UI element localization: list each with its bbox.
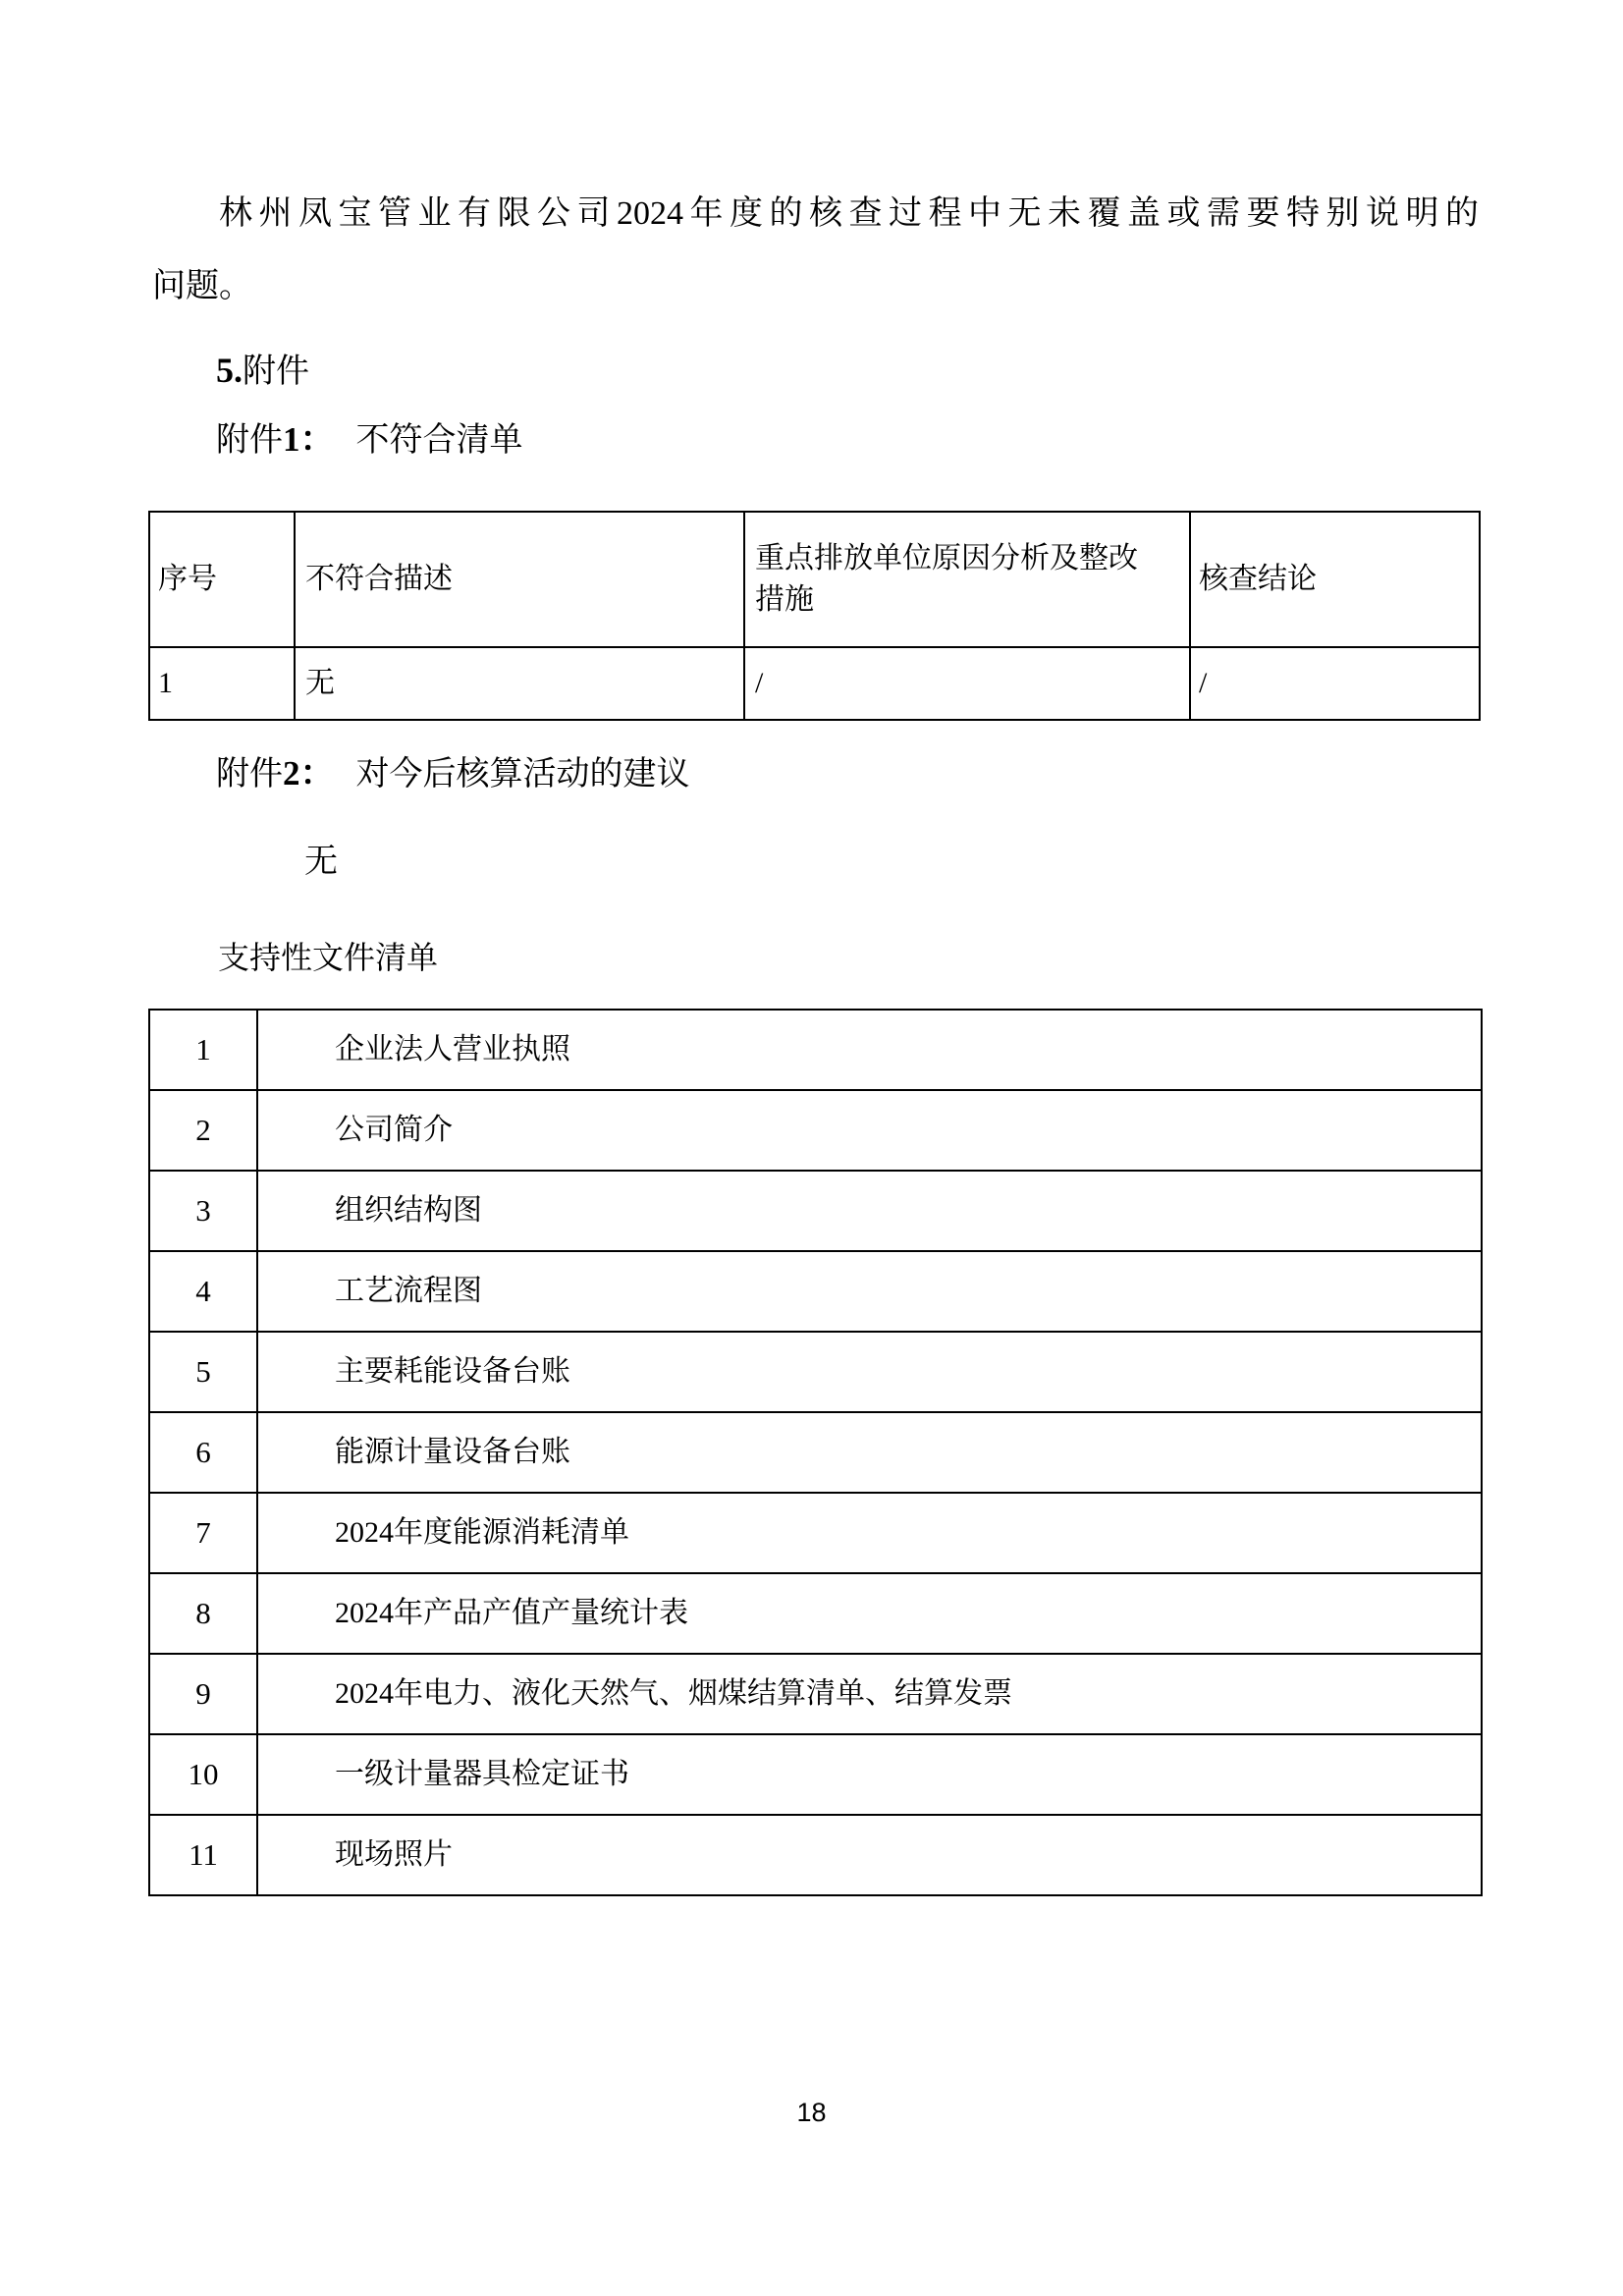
support-list-row — [149, 1654, 1482, 1734]
attachment-1-number: 1： — [283, 420, 335, 459]
cell-description: 无 — [295, 647, 744, 720]
support-list-row — [149, 1171, 1482, 1251]
support-list-row — [149, 1815, 1482, 1895]
attachment-2-heading — [216, 752, 690, 796]
support-row-number: 9 — [149, 1654, 257, 1734]
attachment-2-number: 2： — [283, 754, 335, 793]
support-row-number: 8 — [149, 1573, 257, 1654]
support-row-name: 工艺流程图 — [257, 1251, 1482, 1332]
attachment-2-title: 对今后核算活动的建议 — [355, 756, 690, 793]
attachment-1-heading — [216, 418, 523, 463]
support-row-name: 2024年产品产值产量统计表 — [257, 1573, 1482, 1654]
support-row-name: 企业法人营业执照 — [257, 1010, 1482, 1090]
support-list-row — [149, 1734, 1482, 1815]
header-cell-index: 序号 — [149, 512, 295, 647]
section-5-heading — [216, 349, 309, 394]
support-list-row — [149, 1010, 1482, 1090]
section-5-number: 5. — [216, 351, 243, 390]
support-list-title: 支持性文件清单 — [218, 940, 439, 975]
support-row-name: 2024年电力、液化天然气、烟煤结算清单、结算发票 — [257, 1654, 1482, 1734]
nonconformity-table-row — [149, 647, 1480, 720]
attachment-1-prefix: 附件 — [216, 422, 283, 459]
support-row-number: 10 — [149, 1734, 257, 1815]
support-row-name: 现场照片 — [257, 1815, 1482, 1895]
attachment-2-content: 无 — [304, 844, 338, 880]
intro-paragraph-line-1: 林州凤宝管业有限公司2024年度的核查过程中无未覆盖或需要特别说明的 — [219, 195, 1479, 232]
support-list-row — [149, 1090, 1482, 1171]
cell-conclusion: / — [1190, 647, 1480, 720]
support-list-row — [149, 1251, 1482, 1332]
support-list-row — [149, 1332, 1482, 1412]
support-row-number: 1 — [149, 1010, 257, 1090]
support-row-name: 组织结构图 — [257, 1171, 1482, 1251]
support-row-number: 6 — [149, 1412, 257, 1493]
support-row-name: 能源计量设备台账 — [257, 1412, 1482, 1493]
support-row-number: 7 — [149, 1493, 257, 1573]
support-row-number: 3 — [149, 1171, 257, 1251]
support-list-row — [149, 1573, 1482, 1654]
support-row-name: 主要耗能设备台账 — [257, 1332, 1482, 1412]
support-list-row — [149, 1493, 1482, 1573]
support-row-number: 5 — [149, 1332, 257, 1412]
support-row-name: 公司简介 — [257, 1090, 1482, 1171]
support-list-row — [149, 1412, 1482, 1493]
cell-cause-analysis: / — [744, 647, 1190, 720]
support-row-name: 2024年度能源消耗清单 — [257, 1493, 1482, 1573]
nonconformity-table-header-row — [149, 512, 1480, 647]
intro-paragraph-line-2: 问题。 — [152, 268, 252, 304]
section-5-label: 附件 — [243, 354, 309, 390]
page-number: 18 — [796, 2098, 827, 2127]
header-cell-description: 不符合描述 — [295, 512, 744, 647]
support-list-table — [148, 1009, 1483, 1896]
header-cell-conclusion: 核查结论 — [1190, 512, 1480, 647]
support-row-name: 一级计量器具检定证书 — [257, 1734, 1482, 1815]
support-row-number: 2 — [149, 1090, 257, 1171]
nonconformity-table — [148, 511, 1481, 721]
cell-index: 1 — [149, 647, 295, 720]
header-cell-cause-analysis: 重点排放单位原因分析及整改措施 — [744, 512, 1190, 647]
support-row-number: 11 — [149, 1815, 257, 1895]
attachment-2-prefix: 附件 — [216, 756, 283, 793]
attachment-1-title: 不符合清单 — [355, 422, 523, 459]
support-row-number: 4 — [149, 1251, 257, 1332]
